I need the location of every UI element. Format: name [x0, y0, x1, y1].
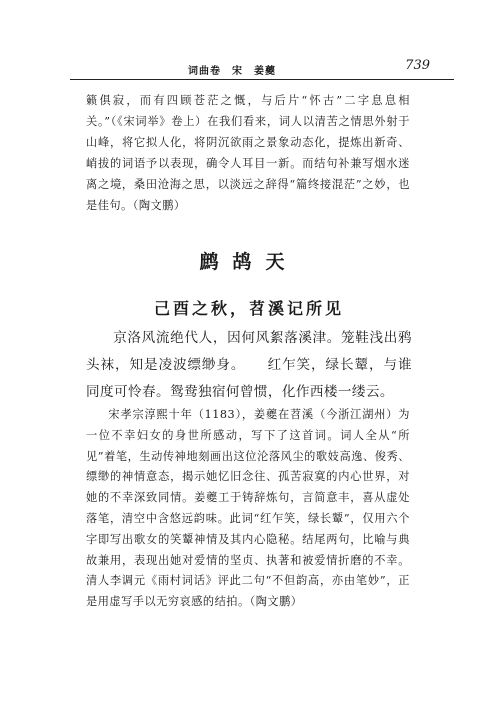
poem-subtitle: 己酉之秋，苕溪记所见 — [153, 299, 344, 318]
poem-title: 鹧鸪天 — [199, 251, 299, 273]
running-header — [70, 58, 454, 80]
header-rule — [70, 79, 454, 80]
running-head: 词曲卷 宋 姜夔 — [188, 66, 276, 77]
continued-commentary: 籁俱寂，而有四顾苍茫之慨，与后片“怀古”二字息息相关。”（《宋词举》卷上）在我们看来，词人以清苦之情思外射于山峰，将它拟人化，将阴沉欲雨之景象动态化，提炼出新奇、峭拔的词语予以表现，确令人耳目一新。而结句补兼写烟水迷离之境，桑田沧海之思，以淡远之辞得“篇终接混茫”之妙，也是佳句。（陶文鹏） — [86, 94, 410, 212]
poem-text: 京洛风流绝代人，因何风絮落溪津。笼鞋浅出鸦头袜，知是凌波缥缈身。 红乍笑，绿长颦，与谁同度可怜春。鸳鸯独宿何曾惯，化作西楼一缕云。 — [86, 330, 412, 400]
page-number: 739 — [405, 58, 430, 73]
commentary: 宋孝宗淳熙十年（1183），姜夔在苕溪（今浙江湖州）为一位不幸妇女的身世所感动，写下了这首词。词人全从“所见”着笔，生动传神地刻画出这位沦落风尘的歌妓高逸、俊秀、缥缈的神情意态，揭示她忆旧念往、孤苦寂寞的内心世界，对她的不幸深致同情。姜夔工于铸辞炼句，言简意丰，喜从虚处落笔，清空中含悠远韵味。此词“红乍笑，绿长颦”，仅用六个字即写出歌女的笑颦神情及其内心隐秘。结尾两句，比喻与典故兼用，表现出她对爱情的坚贞、执著和被爱情折磨的不幸。清人李调元《雨村词话》评此二句“不但韵高，亦由笔妙”，正是用虚写手以无穷哀感的结拍。（陶文鹏） — [86, 408, 410, 609]
